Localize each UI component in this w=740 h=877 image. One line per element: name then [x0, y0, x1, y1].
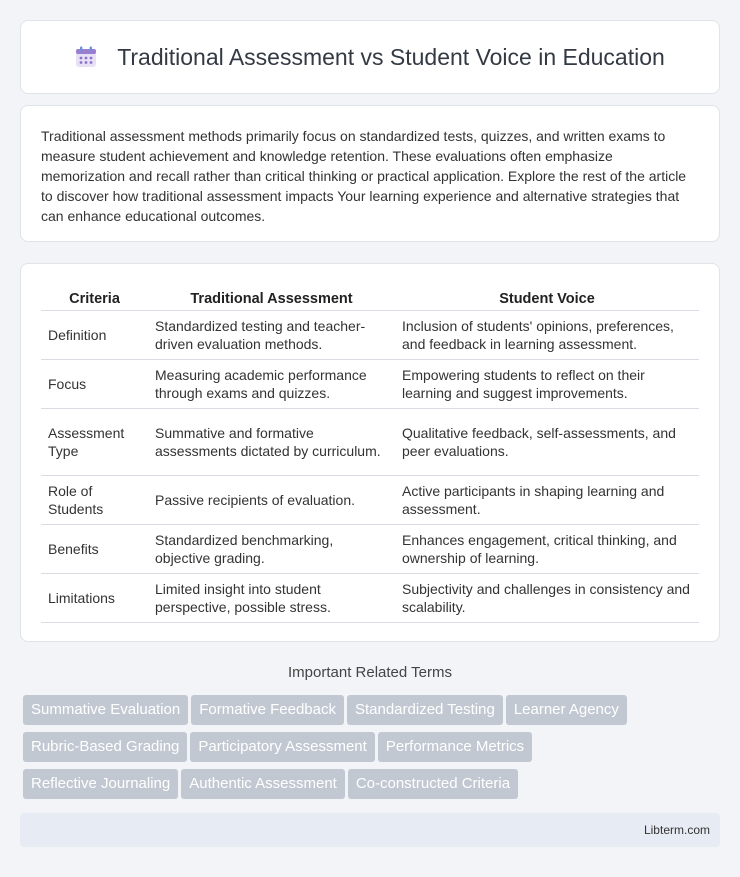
table-cell: Limited insight into student perspective, possible stress. — [148, 573, 395, 622]
table-cell: Active participants in shaping learning and assessment. — [395, 475, 699, 524]
table-cell: Focus — [41, 359, 148, 408]
term-tag[interactable]: Authentic Assessment — [181, 769, 345, 799]
table-row — [41, 524, 699, 573]
term-tag[interactable]: Reflective Journaling — [23, 769, 178, 799]
calendar-icon — [75, 46, 97, 68]
table-cell: Inclusion of students' opinions, preferences, and feedback in learning assessment. — [395, 310, 699, 359]
table-row — [41, 573, 699, 622]
table-cell: Assessment Type — [41, 408, 148, 475]
table-row — [41, 475, 699, 524]
comparison-table — [41, 284, 699, 623]
header-student-voice: Student Voice — [395, 284, 699, 310]
table-cell: Qualitative feedback, self-assessments, and peer evaluations. — [395, 408, 699, 475]
table-row — [41, 408, 699, 475]
term-tag[interactable]: Performance Metrics — [378, 732, 532, 762]
term-tag[interactable]: Participatory Assessment — [190, 732, 374, 762]
page-title: Traditional Assessment vs Student Voice in Education — [117, 43, 665, 70]
table-cell: Role of Students — [41, 475, 148, 524]
term-tag[interactable]: Summative Evaluation — [23, 695, 188, 725]
related-terms-list — [23, 695, 723, 806]
table-cell: Subjectivity and challenges in consistency and scalability. — [395, 573, 699, 622]
related-terms-title: Important Related Terms — [288, 664, 452, 681]
table-row — [41, 310, 699, 359]
table-cell: Empowering students to reflect on their learning and suggest improvements. — [395, 359, 699, 408]
table-cell: Definition — [41, 310, 148, 359]
table-cell: Measuring academic performance through exams and quizzes. — [148, 359, 395, 408]
table-cell: Passive recipients of evaluation. — [148, 475, 395, 524]
comparison-card — [20, 263, 720, 642]
table-cell: Standardized testing and teacher-driven evaluation methods. — [148, 310, 395, 359]
term-tag[interactable]: Co-constructed Criteria — [348, 769, 518, 799]
table-cell: Benefits — [41, 524, 148, 573]
table-header-row — [41, 284, 699, 310]
intro-card — [20, 105, 720, 242]
term-tag[interactable]: Rubric-Based Grading — [23, 732, 187, 762]
term-tag[interactable]: Formative Feedback — [191, 695, 344, 725]
title-card — [20, 20, 720, 94]
header-traditional: Traditional Assessment — [148, 284, 395, 310]
table-row — [41, 359, 699, 408]
table-cell: Standardized benchmarking, objective grading. — [148, 524, 395, 573]
table-cell: Enhances engagement, critical thinking, and ownership of learning. — [395, 524, 699, 573]
footer — [20, 813, 720, 847]
header-criteria: Criteria — [41, 284, 148, 310]
table-cell: Summative and formative assessments dictated by curriculum. — [148, 408, 395, 475]
table-cell: Limitations — [41, 573, 148, 622]
term-tag[interactable]: Standardized Testing — [347, 695, 503, 725]
term-tag[interactable]: Learner Agency — [506, 695, 627, 725]
footer-site-link[interactable]: Libterm.com — [643, 823, 710, 837]
intro-text: Traditional assessment methods primarily focus on standardized tests, quizzes, and written exams to measure student achievement and knowledge retention. These evaluations often emphasize memorization and recall rather than critical thinking or practical application. Explore the rest of the article to discover how traditional assessment impacts Your learning experience and alternative strategies that can enhance educational outcomes. — [41, 128, 687, 224]
